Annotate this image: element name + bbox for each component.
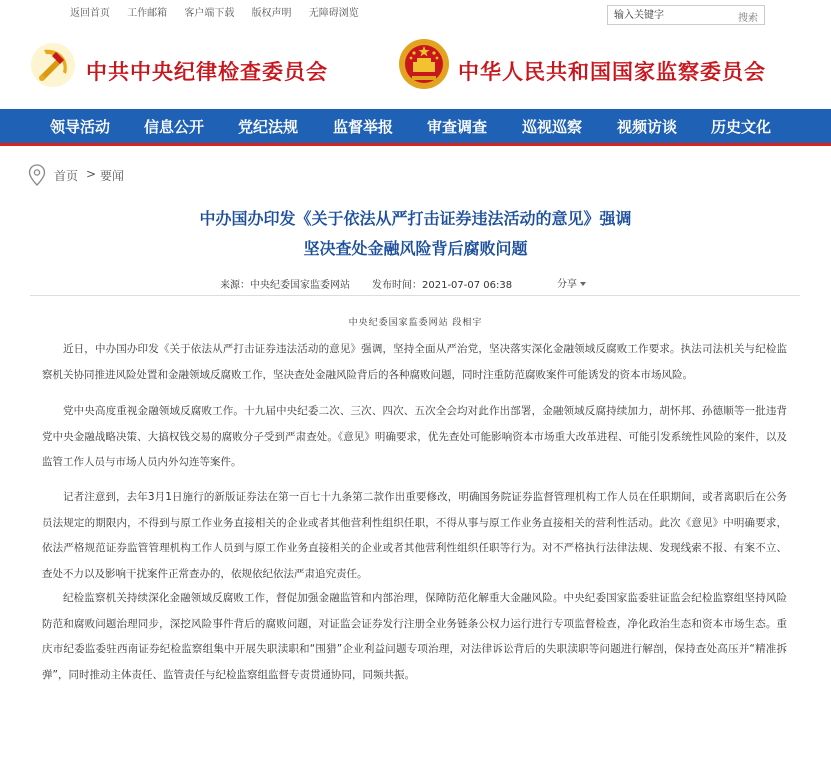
top-link-app[interactable]: 客户端下载 [184,8,235,19]
nav-item-video[interactable]: 视频访谈 [617,118,678,136]
divider [30,295,800,296]
article-paragraph: 近日，中办国办印发《关于依法从严打击证券违法活动的意见》强调，坚持全面从严治党，坚决落实深化金融领域反腐败工作要求。执法司法机关与纪检监察机关协同推进风险处置和金融领域反腐败工作，坚决查处金融风险背后的各种腐败问题，同时注重防范腐败案件可能诱发的资本市场风险。 [42,343,787,381]
article-source: 来源：中央纪委国家监委网站 [220,280,350,291]
site-header [0,28,831,108]
top-link-mail[interactable]: 工作邮箱 [127,8,168,19]
search-box [607,5,765,25]
top-bar [0,0,831,22]
top-link-home[interactable]: 返回首页 [70,8,110,19]
top-link-copyright[interactable]: 版权声明 [251,8,292,19]
search-button[interactable]: 搜索 [738,13,758,24]
article-paragraph: 记者注意到，去年3月1日施行的新版证券法在第一百七十九条第二款作出重要修改，明确国务院证券监督管理机构工作人员在任职期间，或者离职后在公务员法规定的期限内，不得到与原工作业务直接相关的企业或者其他营利性组织任职，不得从事与原工作业务直接相关的营利性活动。此次《意见》中明确要求，依法严格规范证券监管管理机构工作人员到与原工作业务直接相关的企业或者其他营利性组织任职等行为。对不严格执行法律法规、发现线索不报、有案不立、查处不力以及影响干扰案件正常查办的，依规依纪依法严肃追究责任。 [42,491,787,580]
site-title-nsc: 中华人民共和国国家监察委员会 [458,59,766,84]
nav-item-regulations[interactable]: 党纪法规 [238,118,299,136]
article-title-line1: 中办国办印发《关于依法从严打击证券违法活动的意见》强调 [199,209,632,228]
main-nav [0,109,831,146]
nav-item-investigation[interactable]: 审查调查 [427,118,488,136]
nav-item-disclosure[interactable]: 信息公开 [144,118,205,136]
breadcrumb-current[interactable]: 要闻 [100,169,125,183]
location-pin-icon [28,164,46,186]
top-links [70,4,373,19]
share-button[interactable] [557,275,586,290]
breadcrumb-home[interactable]: 首页 [54,169,79,183]
article-published: 发布时间：2021-07-07 06:38 [372,280,513,291]
chevron-down-icon [580,282,586,286]
national-emblem-icon [398,38,450,90]
nav-item-report[interactable]: 监督举报 [333,118,394,136]
site-title-ccdi: 中共中央纪律检查委员会 [86,59,328,84]
article-byline: 中央纪委国家监委网站 段相宇 [348,318,483,328]
breadcrumb-separator: > [86,167,97,181]
share-label: 分享 [557,279,577,290]
article-paragraph: 党中央高度重视金融领域反腐败工作。十九届中央纪委二次、三次、四次、五次全会均对此作出部署，金融领域反腐持续加力，胡怀邦、孙德顺等一批违背党中央金融战略决策、大搞权钱交易的腐败分子受到严肃查处。《意见》明确要求，优先查处可能影响资本市场重大改革进程、可能引发系统性风险的案件，以及监管工作人员与市场人员内外勾连等案件。 [42,405,787,468]
top-link-accessibility[interactable]: 无障碍浏览 [308,8,359,19]
nav-item-inspection[interactable]: 巡视巡察 [522,118,583,136]
article-title-line2: 坚决查处金融风险背后腐败问题 [303,239,528,258]
nav-item-history[interactable]: 历史文化 [711,118,772,136]
article-paragraph: 纪检监察机关持续深化金融领域反腐败工作，督促加强金融监管和内部治理，保障防范化解重大金融风险。中央纪委国家监委驻证监会纪检监察组坚持风险防范和腐败问题治理同步，深挖风险事件背后的腐败问题，对证监会证券发行注册全业务链条公权力运行进行专项监督检查，净化政治生态和资本市场生态。重庆市纪委监委驻西南证券纪检监察组集中开展失职渎职和“围猎”企业利益问题专项治理，对法律诉讼背后的失职渎职等问题进行解剖，保持查处高压并“精准拆弹”，同时推动主体责任、监管责任与纪检监察组监督专责贯通协同，同频共振。 [42,592,787,681]
party-emblem-icon [30,42,76,88]
nav-item-leadership[interactable]: 领导活动 [50,118,111,136]
search-input[interactable] [614,8,724,22]
